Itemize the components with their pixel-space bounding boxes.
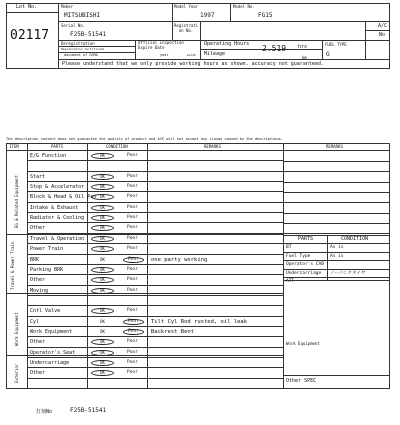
ok-circled-mark[interactable]: OK <box>91 236 114 242</box>
row-divider <box>27 171 283 172</box>
right-row-part: Operator's CAB <box>286 262 324 268</box>
right-work-equipment-label: Work Equipment <box>286 341 320 346</box>
remarks-grid-line <box>283 161 390 162</box>
right-row-condition: ノーパンクタイヤ <box>330 270 366 276</box>
poor-mark[interactable]: Poor <box>127 246 138 252</box>
row-part-name: Other <box>30 225 46 232</box>
month-label: month <box>187 53 197 57</box>
row-divider <box>27 305 283 306</box>
poor-circled-mark[interactable]: Poor <box>123 319 144 325</box>
model-year-value: 1997 <box>200 12 215 19</box>
ok-circled-mark[interactable]: OK <box>91 370 114 376</box>
deregistration-label: Deregistration <box>61 41 95 46</box>
poor-mark[interactable]: Poor <box>127 370 138 376</box>
poor-mark[interactable]: Poor <box>127 349 138 355</box>
row-divider <box>27 181 283 182</box>
ok-mark[interactable]: OK <box>100 256 105 262</box>
row-divider <box>27 274 283 275</box>
poor-mark[interactable]: Poor <box>127 360 138 365</box>
lot-number: 02117 <box>10 28 50 43</box>
ok-circled-mark[interactable]: OK <box>91 153 114 159</box>
row-divider <box>27 367 283 368</box>
row-remarks: Backrest Bent <box>151 328 195 335</box>
header-condition: CONDITION <box>106 144 128 149</box>
poor-mark[interactable]: Poor <box>127 215 138 221</box>
poor-circled-mark[interactable]: Poor <box>123 257 144 263</box>
row-divider <box>27 233 283 234</box>
right-row-part: BT <box>286 245 292 250</box>
row-divider <box>27 254 283 255</box>
right-row-part: ATT <box>286 279 295 285</box>
ok-circled-mark[interactable]: OK <box>91 246 114 252</box>
fuel-type-label: FUEL TYPE <box>325 42 347 47</box>
poor-mark[interactable]: Poor <box>127 173 138 179</box>
remarks-grid-line <box>283 223 390 224</box>
frame-no-value: F25B-51541 <box>70 407 107 414</box>
poor-mark[interactable]: Poor <box>127 277 138 283</box>
row-divider <box>27 295 283 296</box>
row-divider <box>27 243 283 244</box>
row-part-name: Undercarriage <box>30 360 70 366</box>
row-remarks: one party working <box>151 256 208 263</box>
right-row-divider <box>283 243 390 244</box>
registration-certificate-label: Registration Certificate <box>61 47 105 51</box>
operating-hours-label: Operating Hours <box>204 41 250 47</box>
km-label: km <box>302 55 307 60</box>
disclaimer-text: The description content does not guarantee the quality of product and ACE will not accept any claims caused by the descriptions. <box>6 137 283 141</box>
header-item: ITEM <box>9 144 19 149</box>
ok-circled-mark[interactable]: OK <box>91 288 114 294</box>
right-condition-header: CONDITION <box>341 236 369 242</box>
poor-mark[interactable]: Poor <box>127 308 138 314</box>
right-row-condition: As is <box>330 245 344 250</box>
group-work-equipment: Work Equipment <box>14 312 19 346</box>
remarks-grid-line <box>283 202 390 203</box>
row-divider <box>27 202 283 203</box>
right-row-part: Fuel Type <box>286 253 311 259</box>
row-divider <box>27 264 283 265</box>
header-remarks-right: REMARKS <box>326 144 343 149</box>
row-divider <box>27 191 283 192</box>
row-part-name: Other <box>30 277 46 284</box>
row-divider <box>27 222 283 223</box>
document-label: document of CEMA <box>64 53 98 57</box>
ac-value: No <box>379 32 386 38</box>
poor-mark[interactable]: Poor <box>127 194 138 200</box>
frame-no-label: 打刻No <box>36 409 53 415</box>
row-divider <box>27 285 283 286</box>
serial-label: Serial No. <box>61 23 86 28</box>
row-part-name: Parking BRK <box>30 266 64 273</box>
group-travel-power: Travel & Power Train <box>10 241 15 290</box>
ok-circled-mark[interactable]: OK <box>91 350 114 356</box>
group-eg-related: EG & Related Equipment <box>14 175 19 228</box>
ok-circled-mark[interactable]: OK <box>91 225 114 231</box>
ok-circled-mark[interactable]: OK <box>91 308 114 314</box>
row-part-name: E/G Function <box>30 153 67 159</box>
ok-mark[interactable]: OK <box>100 318 105 324</box>
row-part-name: Work Equipment <box>30 328 73 335</box>
row-part-name: Power Train <box>30 246 64 253</box>
ok-circled-mark[interactable]: OK <box>91 215 114 221</box>
row-part-name: Start <box>30 173 46 180</box>
poor-circled-mark[interactable]: Poor <box>123 329 144 335</box>
model-no-label: Model No. <box>233 4 255 9</box>
ok-mark[interactable]: OK <box>100 328 105 334</box>
model-year-label: Model Year <box>174 4 199 9</box>
row-part-name: Cyl <box>30 318 40 325</box>
row-part-name: Operator's Seat <box>30 349 76 356</box>
poor-mark[interactable]: Poor <box>127 153 138 158</box>
row-part-name: Intake & Exhaust <box>30 204 79 211</box>
row-part-name: Cntl Valve <box>30 308 61 315</box>
ok-circled-mark[interactable]: OK <box>91 267 114 273</box>
ok-circled-mark[interactable]: OK <box>91 277 114 283</box>
mileage-label: Mileage <box>204 51 226 57</box>
row-divider <box>27 326 283 327</box>
lot-no-label: Lot No. <box>16 4 38 10</box>
row-part-name: Radiator & Cooling <box>30 215 85 222</box>
ok-circled-mark[interactable]: OK <box>91 184 114 190</box>
row-part-name: Other <box>30 339 46 346</box>
right-row-divider <box>283 269 390 270</box>
row-divider <box>27 160 283 161</box>
poor-mark[interactable]: Poor <box>127 266 138 272</box>
header-parts: PARTS <box>51 144 64 149</box>
poor-mark[interactable]: Poor <box>127 204 138 210</box>
row-remarks: Tilt Cyl Rod rusted, oil leak <box>151 318 248 325</box>
right-row-divider <box>283 252 390 253</box>
ok-circled-mark[interactable]: OK <box>91 205 114 211</box>
registration-label: Registrati on No. <box>174 23 199 33</box>
row-divider <box>27 357 283 358</box>
row-part-name: Moving <box>30 287 49 294</box>
maker-label: Maker <box>61 4 74 9</box>
poor-mark[interactable]: Poor <box>127 184 138 190</box>
other-spec-label: Other SPEC <box>286 378 317 384</box>
right-row-part: Undercarriage <box>286 270 322 276</box>
right-row-divider <box>283 277 390 278</box>
hrs-label: hrs <box>298 44 308 50</box>
right-row-condition: As is <box>330 253 344 259</box>
ok-circled-mark[interactable]: OK <box>91 194 114 200</box>
row-part-name: Travel & Operation <box>30 235 85 242</box>
ok-circled-mark[interactable]: OK <box>91 360 114 366</box>
row-divider <box>27 336 283 337</box>
ac-label: A/C <box>378 23 388 29</box>
poor-mark[interactable]: Poor <box>127 225 138 231</box>
year-label: year <box>160 53 169 57</box>
official-inspection-label: Official Inspection Expire Date <box>138 40 184 50</box>
row-part-name: Block & Head & Oil Pan <box>30 194 97 201</box>
group-exterior: Exterior <box>14 363 19 383</box>
fuel-type-value: G <box>326 51 330 58</box>
ok-circled-mark[interactable]: OK <box>91 339 114 345</box>
remarks-grid-line <box>283 182 390 183</box>
remarks-grid-line <box>283 171 390 172</box>
row-divider <box>27 378 283 379</box>
row-divider <box>27 347 283 348</box>
header-remarks: REMARKS <box>204 144 221 149</box>
row-part-name: Other <box>30 370 46 377</box>
remarks-grid-line <box>283 213 390 214</box>
serial-value: F25B-51541 <box>70 31 107 38</box>
poor-mark[interactable]: Poor <box>127 339 138 345</box>
poor-mark[interactable]: Poor <box>127 287 138 293</box>
row-divider <box>27 212 283 213</box>
row-part-name: BRK <box>30 256 40 263</box>
hours-notice: Please understand that we only provide working hours as shown. accuracy not guaranteed. <box>62 61 324 67</box>
right-parts-header: PARTS <box>298 236 314 242</box>
poor-mark[interactable]: Poor <box>127 235 138 241</box>
row-divider <box>27 316 283 317</box>
operating-hours-value: 2.519 <box>262 44 287 53</box>
row-part-name: Stop & Accelerator <box>30 184 85 191</box>
model-no-value: FG15 <box>258 12 273 19</box>
ok-circled-mark[interactable]: OK <box>91 174 114 180</box>
maker-value: MITSUBISHI <box>64 12 101 19</box>
remarks-grid-line <box>283 192 390 193</box>
